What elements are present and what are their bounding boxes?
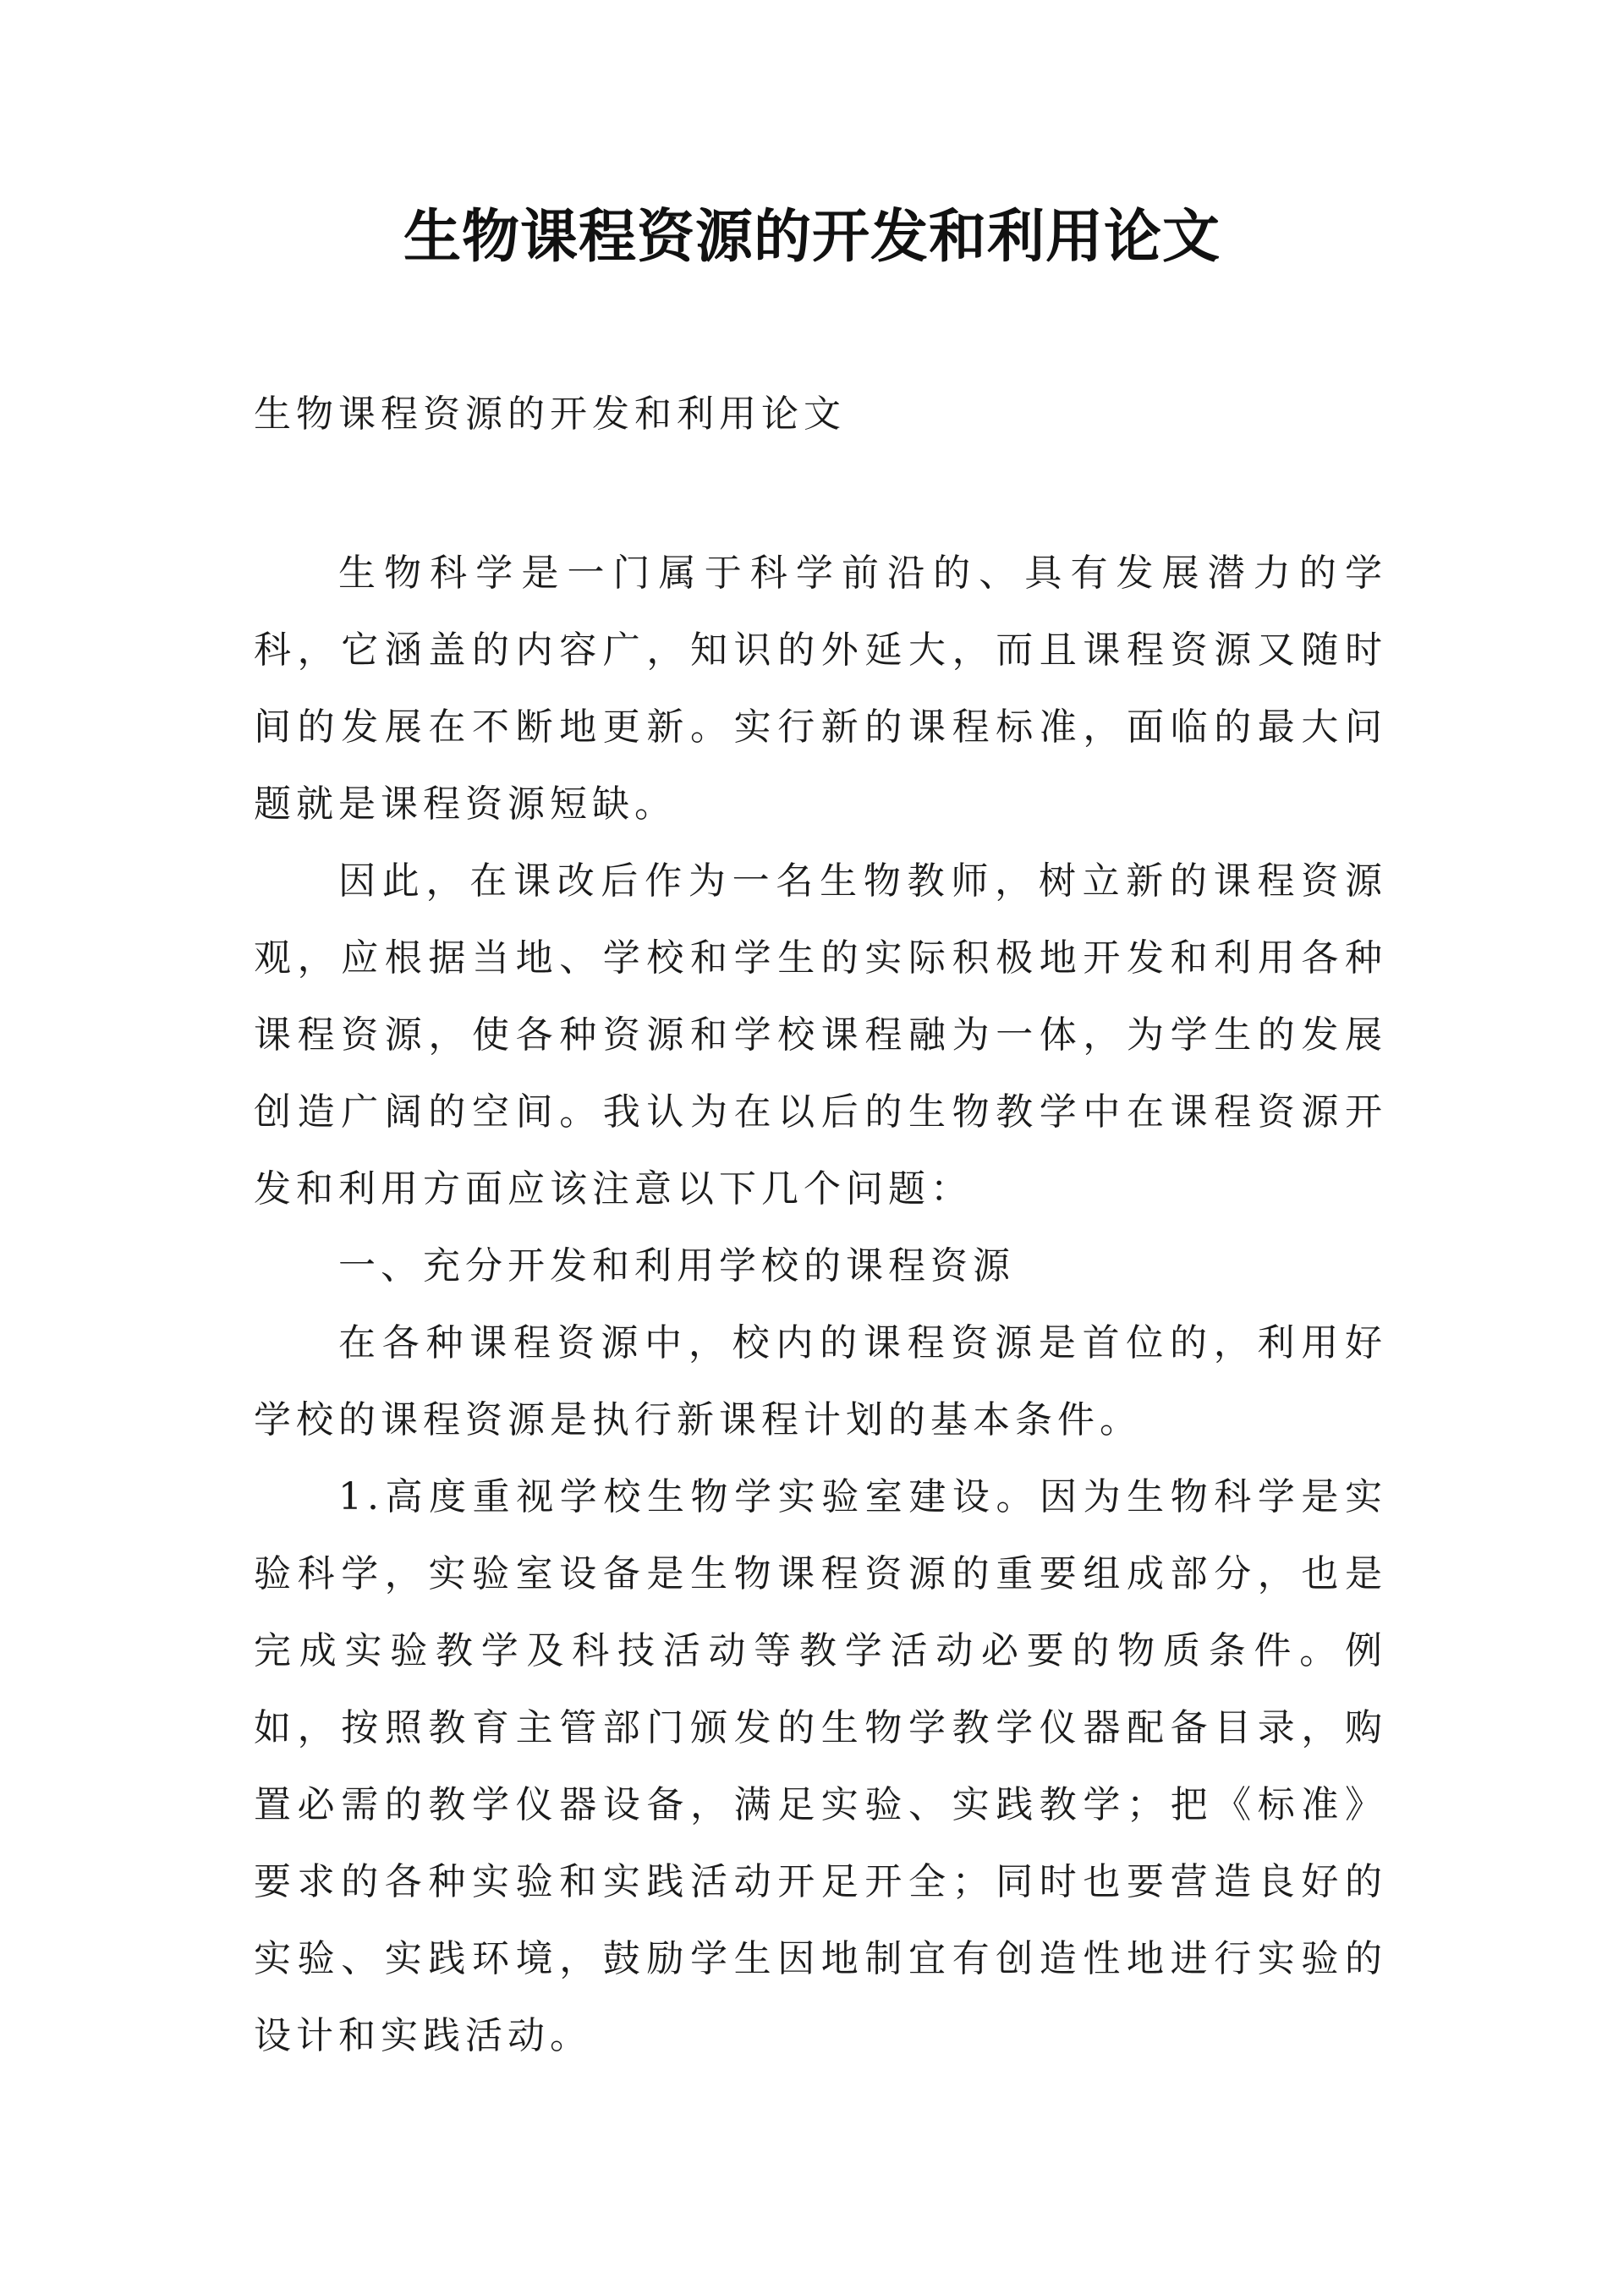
section-heading: 一、充分开发和利用学校的课程资源 — [338, 1244, 1015, 1288]
paragraph: 在各种课程资源中，校内的课程资源是首位的，利用好学校的课程资源是执行新课程计划的基本条件。 — [254, 1321, 1387, 1441]
document-title: 生物课程资源的开发和利用论文 — [403, 204, 1221, 271]
document-body — [254, 535, 1387, 2074]
paragraph: 生物科学是一门属于科学前沿的、具有发展潜力的学科，它涵盖的内容广，知识的外延大，而且课程资源又随时间的发展在不断地更新。实行新的课程标准，面临的最大问题就是课程资源短缺。 — [254, 552, 1387, 826]
paragraph: 因此，在课改后作为一名生物教师，树立新的课程资源观，应根据当地、学校和学生的实际积极地开发和利用各种课程资源，使各种资源和学校课程融为一体，为学生的发展创造广阔的空间。我认为在以后的生物教学中在课程资源开发和利用方面应该注意以下几个问题： — [254, 859, 1387, 1211]
document-subtitle: 生物课程资源的开发和利用论文 — [254, 393, 846, 436]
paragraph: 1.高度重视学校生物学实验室建设。因为生物科学是实验科学，实验室设备是生物课程资源的重要组成部分，也是完成实验教学及科技活动等教学活动必要的物质条件。例如，按照教育主管部门颁发的生物学教学仪器配备目录，购置必需的教学仪器设备，满足实验、实践教学；把《标准》要求的各种实验和实践活动开足开全；同时也要营造良好的实验、实践环境，鼓励学生因地制宜有创造性地进行实验的设计和实践活动。 — [254, 1475, 1387, 2057]
